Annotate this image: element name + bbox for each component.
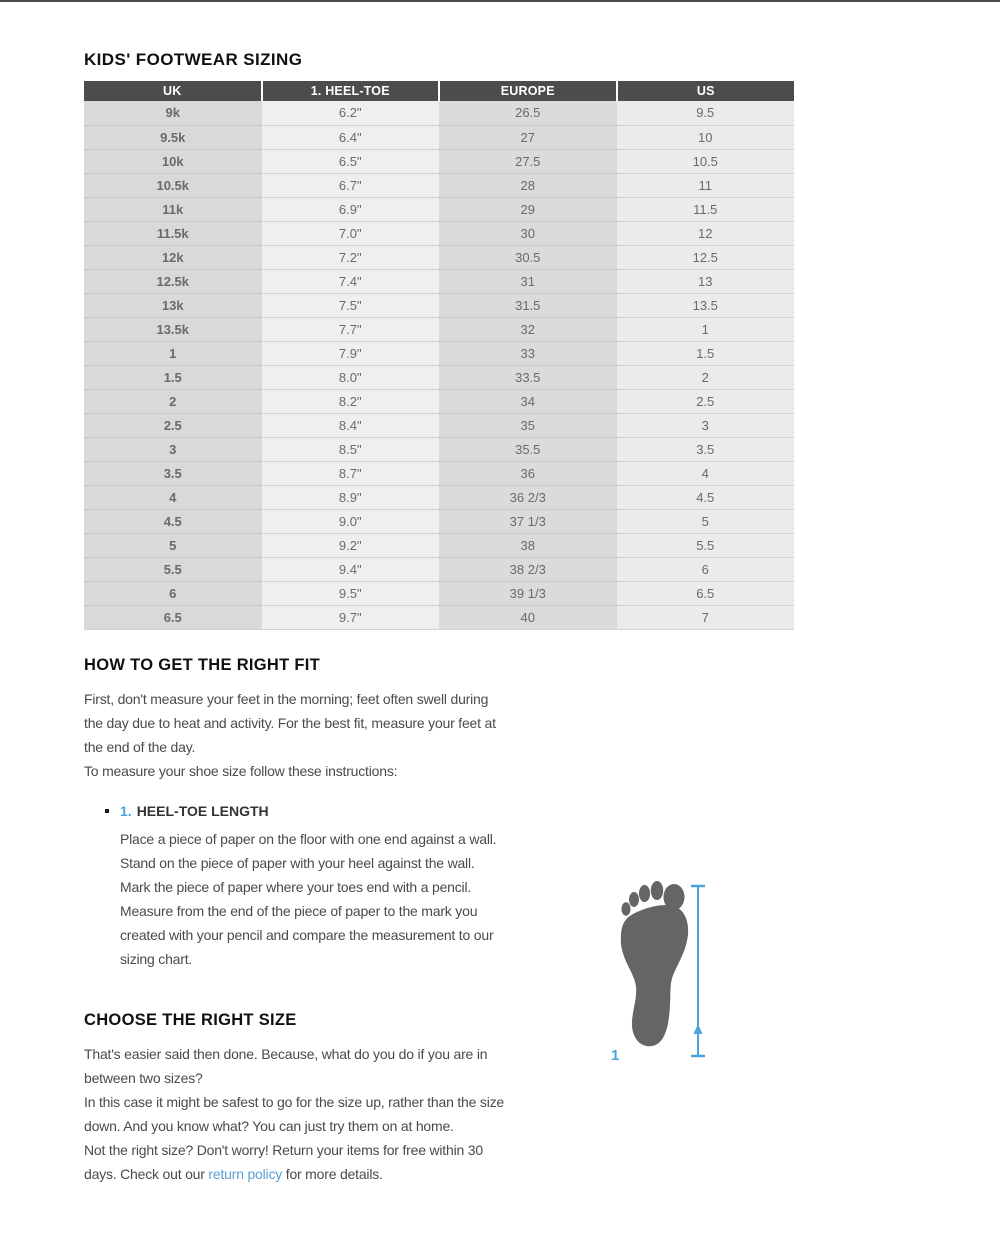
text-after-link: for more details. (282, 1165, 383, 1182)
table-cell: 38 2/3 (439, 557, 617, 581)
table-cell: 6.5 (84, 605, 262, 629)
table-cell: 7.9" (262, 341, 440, 365)
table-cell: 1.5 (84, 365, 262, 389)
table-cell: 5.5 (84, 557, 262, 581)
table-row (84, 269, 794, 293)
table-row (84, 149, 794, 173)
table-cell: 4.5 (84, 509, 262, 533)
table-cell: 39 1/3 (439, 581, 617, 605)
table-cell: 29 (439, 197, 617, 221)
table-cell: 7.5" (262, 293, 440, 317)
table-row (84, 101, 794, 125)
table-cell: 3 (84, 437, 262, 461)
table-cell: 10.5 (617, 149, 795, 173)
table-cell: 9.4" (262, 557, 440, 581)
table-cell: 27 (439, 125, 617, 149)
table-cell: 1.5 (617, 341, 795, 365)
table-cell: 5 (617, 509, 795, 533)
table-row (84, 485, 794, 509)
table-cell: 3 (617, 413, 795, 437)
table-cell: 11.5k (84, 221, 262, 245)
table-row (84, 365, 794, 389)
column-header-europe: EUROPE (439, 81, 617, 101)
foot-measurement-diagram (611, 876, 711, 1062)
table-cell: 8.7" (262, 461, 440, 485)
text-line: the end of the day. (84, 738, 196, 755)
table-row (84, 317, 794, 341)
table-cell: 40 (439, 605, 617, 629)
table-row (84, 509, 794, 533)
fit-intro-paragraph (84, 687, 794, 783)
table-cell: 11k (84, 197, 262, 221)
table-cell: 8.4" (262, 413, 440, 437)
table-cell: 3.5 (617, 437, 795, 461)
table-cell: 10.5k (84, 173, 262, 197)
table-cell: 2.5 (84, 413, 262, 437)
table-cell: 27.5 (439, 149, 617, 173)
text-line: between two sizes? (84, 1069, 203, 1086)
table-cell: 9.5" (262, 581, 440, 605)
table-cell: 8.5" (262, 437, 440, 461)
size-table (84, 81, 794, 630)
table-cell: 36 (439, 461, 617, 485)
table-cell: 11 (617, 173, 795, 197)
table-cell: 6.4" (262, 125, 440, 149)
table-row (84, 341, 794, 365)
column-header-heeltoe: 1. HEEL-TOE (262, 81, 440, 101)
text-line: In this case it might be safest to go for the size up, rather than the size (84, 1093, 505, 1110)
table-row (84, 557, 794, 581)
table-cell: 3.5 (84, 461, 262, 485)
text-line: Not the right size? Don't worry! Return your items for free within 30 (84, 1141, 483, 1158)
heel-toe-step-heading (105, 803, 794, 819)
table-cell: 8.2" (262, 389, 440, 413)
return-policy-line (84, 1162, 794, 1186)
table-row (84, 533, 794, 557)
text-line: sizing chart. (120, 950, 193, 967)
table-cell: 11.5 (617, 197, 795, 221)
step-number: 1. (120, 802, 132, 819)
step-title: HEEL-TOE LENGTH (136, 802, 269, 819)
text-line: First, don't measure your feet in the morning; feet often swell during (84, 690, 489, 707)
size-table-header (84, 81, 794, 101)
table-cell: 2 (84, 389, 262, 413)
text-line: created with your pencil and compare the measurement to our (120, 926, 494, 943)
choose-paragraph (84, 1042, 794, 1186)
table-cell: 33.5 (439, 365, 617, 389)
table-cell: 36 2/3 (439, 485, 617, 509)
table-cell: 9.5 (617, 101, 795, 125)
table-cell: 2 (617, 365, 795, 389)
table-row (84, 125, 794, 149)
text-line: Measure from the end of the piece of paper to the mark you (120, 902, 478, 919)
text-line: Mark the piece of paper where your toes end with a pencil. (120, 878, 472, 895)
table-cell: 7.4" (262, 269, 440, 293)
table-row (84, 581, 794, 605)
choose-section-heading: CHOOSE THE RIGHT SIZE (84, 1010, 297, 1029)
table-cell: 9.7" (262, 605, 440, 629)
table-cell: 32 (439, 317, 617, 341)
table-cell: 1 (84, 341, 262, 365)
text-before-link: days. Check out our (84, 1165, 209, 1182)
table-cell: 31 (439, 269, 617, 293)
table-cell: 6.5 (617, 581, 795, 605)
measurement-line-icon (691, 886, 705, 1056)
table-cell: 12k (84, 245, 262, 269)
table-cell: 1 (617, 317, 795, 341)
foot-silhouette-icon (621, 881, 688, 1046)
table-cell: 12.5k (84, 269, 262, 293)
table-row (84, 437, 794, 461)
table-cell: 10 (617, 125, 795, 149)
table-cell: 6.2" (262, 101, 440, 125)
table-cell: 5.5 (617, 533, 795, 557)
table-cell: 9.0" (262, 509, 440, 533)
text-line: That's easier said then done. Because, what do you do if you are in (84, 1045, 488, 1062)
table-cell: 5 (84, 533, 262, 557)
table-cell: 26.5 (439, 101, 617, 125)
table-row (84, 197, 794, 221)
table-cell: 28 (439, 173, 617, 197)
fit-section-heading: HOW TO GET THE RIGHT FIT (84, 655, 321, 674)
table-cell: 6.5" (262, 149, 440, 173)
table-cell: 4 (617, 461, 795, 485)
table-cell: 2.5 (617, 389, 795, 413)
table-cell: 6.9" (262, 197, 440, 221)
column-header-us: US (617, 81, 795, 101)
table-cell: 30.5 (439, 245, 617, 269)
table-cell: 7.0" (262, 221, 440, 245)
page-title: KIDS' FOOTWEAR SIZING (84, 50, 303, 69)
table-cell: 12.5 (617, 245, 795, 269)
table-cell: 9k (84, 101, 262, 125)
table-cell: 33 (439, 341, 617, 365)
table-row (84, 173, 794, 197)
table-cell: 10k (84, 149, 262, 173)
table-cell: 12 (617, 221, 795, 245)
table-row (84, 413, 794, 437)
table-cell: 9.2" (262, 533, 440, 557)
table-row (84, 293, 794, 317)
table-row (84, 389, 794, 413)
table-cell: 13.5k (84, 317, 262, 341)
diagram-step-label: 1 (611, 1047, 620, 1062)
table-cell: 13 (617, 269, 795, 293)
table-cell: 6 (84, 581, 262, 605)
table-cell: 35 (439, 413, 617, 437)
table-cell: 7.7" (262, 317, 440, 341)
table-cell: 4 (84, 485, 262, 509)
table-cell: 7 (617, 605, 795, 629)
size-table-body (84, 101, 794, 629)
table-cell: 13.5 (617, 293, 795, 317)
text-line: down. And you know what? You can just try them on at home. (84, 1117, 454, 1134)
table-row (84, 221, 794, 245)
table-row (84, 245, 794, 269)
table-cell: 4.5 (617, 485, 795, 509)
table-cell: 37 1/3 (439, 509, 617, 533)
table-cell: 35.5 (439, 437, 617, 461)
table-cell: 13k (84, 293, 262, 317)
table-cell: 9.5k (84, 125, 262, 149)
text-line: Stand on the piece of paper with your heel against the wall. (120, 854, 475, 871)
table-cell: 6 (617, 557, 795, 581)
text-line: the day due to heat and activity. For the best fit, measure your feet at (84, 714, 496, 731)
table-row (84, 605, 794, 629)
table-cell: 31.5 (439, 293, 617, 317)
table-row (84, 461, 794, 485)
table-cell: 30 (439, 221, 617, 245)
table-cell: 7.2" (262, 245, 440, 269)
table-cell: 38 (439, 533, 617, 557)
bullet-square-icon (105, 809, 109, 813)
table-cell: 8.9" (262, 485, 440, 509)
table-cell: 8.0" (262, 365, 440, 389)
column-header-uk: UK (84, 81, 262, 101)
text-line: To measure your shoe size follow these instructions: (84, 762, 398, 779)
table-cell: 6.7" (262, 173, 440, 197)
text-line: Place a piece of paper on the floor with one end against a wall. (120, 830, 497, 847)
return-policy-link[interactable]: return policy (208, 1165, 283, 1182)
table-cell: 34 (439, 389, 617, 413)
